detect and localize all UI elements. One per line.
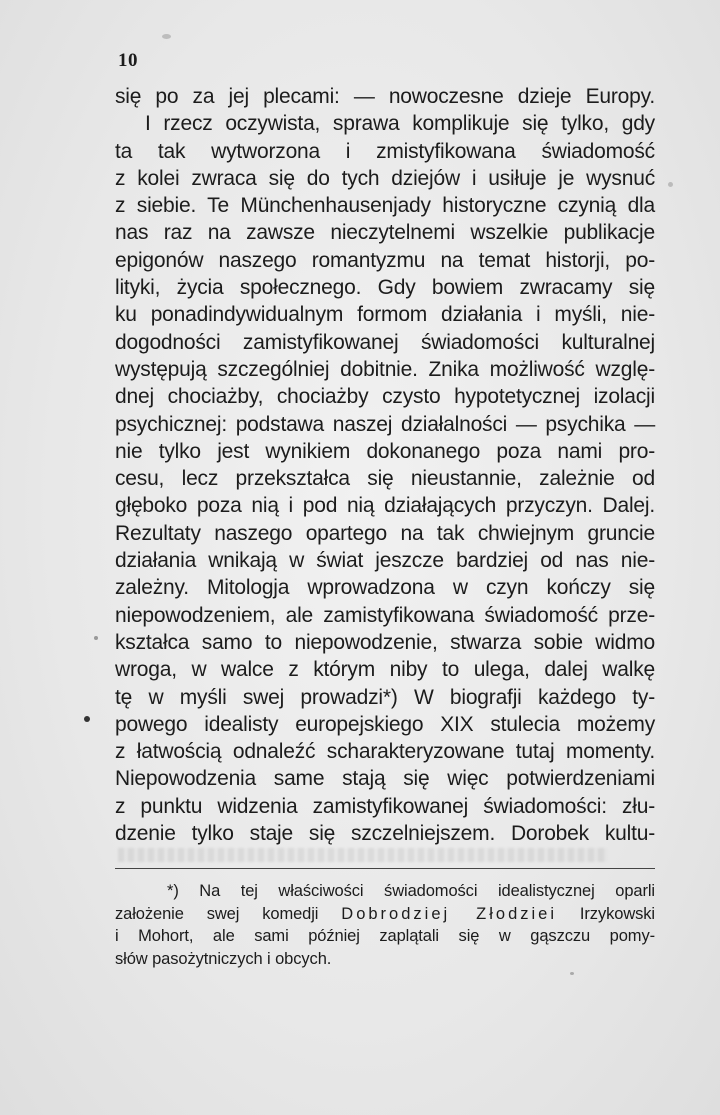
text-line: lityki, życia społecznego. Gdy bowiem zwracamy się bbox=[115, 276, 655, 300]
text-line: zależny. Mitologja wprowadzona w czyn kończy się bbox=[115, 576, 655, 600]
text-line: dogodności zamistyfikowanej świadomości kulturalnej bbox=[115, 330, 655, 354]
text-line: występują szczególniej dobitnie. Znika możliwość wzglę- bbox=[115, 357, 655, 381]
text-line: z łatwością odnaleźć scharakteryzowane tutaj momenty. bbox=[115, 740, 655, 764]
text-line: działania wnikają w świat jeszcze bardziej od nas nie- bbox=[115, 549, 655, 573]
page-number: 10 bbox=[118, 50, 138, 71]
footnote-separator bbox=[115, 868, 655, 869]
footnote-line bbox=[115, 903, 655, 926]
scan-speck bbox=[668, 182, 673, 187]
footnote-line: słów pasożytniczych i obcych. bbox=[115, 949, 332, 968]
text-line: z siebie. Te Münchenhausenjady historyczne czynią dla bbox=[115, 194, 655, 218]
text-line: dnej chociażby, chociażby czysto hypotetycznej izolacji bbox=[115, 385, 655, 409]
text-line: Niepowodzenia same stają się więc potwierdzeniami bbox=[115, 767, 655, 791]
text-line: cesu, lecz przekształca się nieustannie, zależnie od bbox=[115, 467, 655, 491]
text-line: niepowodzeniem, ale zamistyfikowana świadomość prze- bbox=[115, 603, 655, 627]
text-line: z kolei zwraca się do tych dziejów i usiłuje je wysnuć bbox=[115, 166, 655, 190]
text-line: głęboko poza nią i pod nią działających przyczyn. Dalej. bbox=[115, 494, 655, 518]
body-text bbox=[115, 83, 655, 847]
text-line: nie tylko jest wynikiem dokonanego poza nami pro- bbox=[115, 439, 655, 463]
footnote-line: i Mohort, ale sami później zaplątali się w gąszczu pomy- bbox=[115, 927, 655, 945]
footnote-text: założenie swej komedji bbox=[115, 904, 342, 923]
text-line: się po za jej plecami: — nowoczesne dzieje Europy. bbox=[115, 85, 655, 108]
footnote-text: Irzykowski bbox=[557, 904, 655, 923]
text-line: tę w myśli swej prowadzi*) W biografji każdego ty- bbox=[115, 685, 655, 709]
text-line: I rzecz oczywista, sprawa komplikuje się tylko, gdy bbox=[145, 112, 655, 136]
text-line: kształca samo to niepowodzenie, stwarza sobie widmo bbox=[115, 630, 655, 654]
footnote-line: *) Na tej właściwości świadomości idealistycznej oparli bbox=[167, 882, 655, 900]
footnote bbox=[115, 880, 655, 970]
text-line: dzenie tylko staje się szczelniejszem. Dorobek kultu- bbox=[115, 822, 655, 846]
text-line: epigonów naszego romantyzmu na temat historji, po- bbox=[115, 248, 655, 272]
text-line: Rezultaty naszego opartego na tak chwiejnym gruncie bbox=[115, 521, 655, 545]
scan-speck bbox=[162, 34, 171, 39]
text-line: wroga, w walce z którym niby to ulega, dalej walkę bbox=[115, 658, 655, 682]
text-line: z punktu widzenia zamistyfikowanej świadomości: złu- bbox=[115, 794, 655, 818]
text-line: ta tak wytworzona i zmistyfikowana świadomość bbox=[115, 139, 655, 163]
footnote-work-title: Dobrodziej Złodziei bbox=[341, 904, 558, 923]
text-line: nas raz na zawsze nieczytelnemi wszelkie publikacje bbox=[115, 221, 655, 245]
scan-speck bbox=[84, 716, 90, 722]
show-through-line bbox=[118, 848, 608, 862]
scan-speck bbox=[94, 636, 98, 640]
text-line: psychicznej: podstawa naszej działalności — psychika — bbox=[115, 412, 655, 436]
text-line: ku ponadindywidualnym formom działania i myśli, nie- bbox=[115, 303, 655, 327]
scan-speck bbox=[570, 972, 574, 975]
text-line: powego idealisty europejskiego XIX stulecia możemy bbox=[115, 712, 655, 736]
